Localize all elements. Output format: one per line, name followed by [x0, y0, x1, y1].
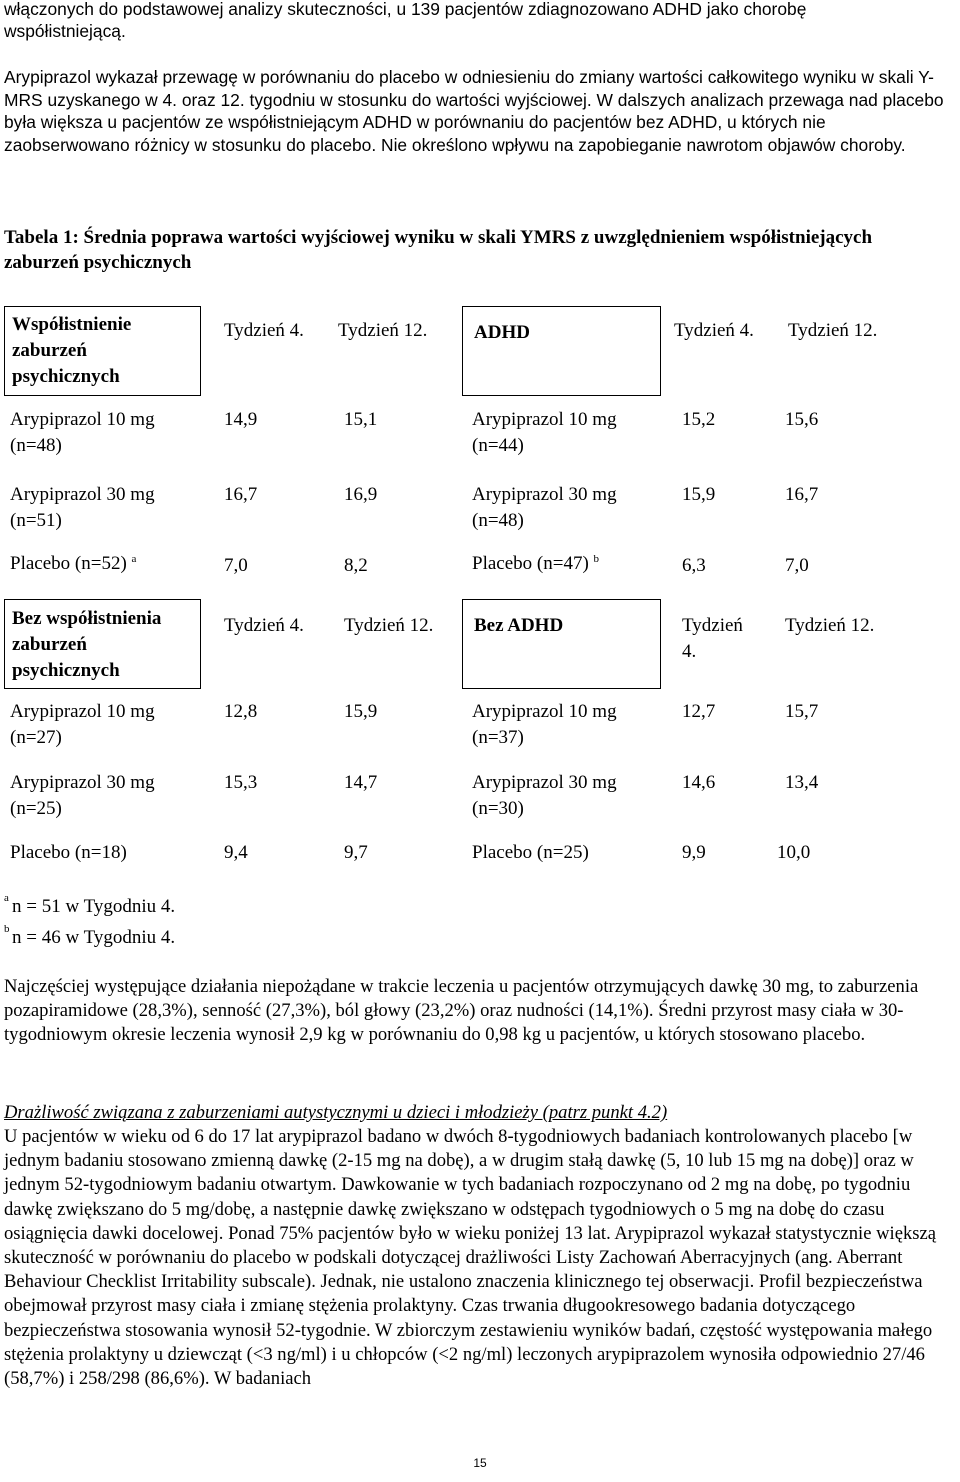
footnote-a	[4, 894, 175, 919]
header-coexist-1: Współistnienie	[12, 314, 132, 335]
row-label-no-adhd: Arypiprazol 30 mg	[472, 772, 617, 793]
value-week12-b: 7,0	[785, 555, 809, 576]
intro-paragraph: Arypiprazol wykazał przewagę w porównaniu do placebo w odniesieniu do zmiany wartości całkowitego wyniku w skali Y-MRS uzyskanego w 4. oraz 12. tygodniu w stosunku do wartości wyjściowej. W dalszych analizach przewaga nad placebo była większa u pacjentów ze współistniejącym ADHD w porównaniu do pacjentów bez ADHD, u których nie zaobserwowano różnicy w stosunku do placebo. Nie określono wpływu na zapobieganie nawrotom objawów choroby.	[4, 67, 944, 155]
placebo-label-adhd: Placebo (n=47) $^b$	[472, 553, 600, 574]
value-week12: 16,9	[344, 484, 378, 505]
intro-line-2: współistniejącą.	[4, 21, 126, 41]
value-week12-b: 15,6	[785, 409, 819, 430]
row-label-no-adhd-n: (n=37)	[472, 727, 524, 748]
value-week4: 15,3	[224, 772, 258, 793]
header-week4-b-1: Tydzień	[682, 615, 743, 636]
header-week12-b: Tydzień 12.	[788, 320, 878, 341]
header-adhd: ADHD	[474, 322, 530, 343]
header-no-coexist-3: psychicznych	[12, 660, 120, 681]
header-no-coexist-2: zaburzeń	[12, 634, 87, 655]
placebo-label: Placebo (n=52) $^a$	[10, 553, 137, 574]
value-week12-b: 16,7	[785, 484, 819, 505]
value-week4-b: 14,6	[682, 772, 716, 793]
intro-line-1: włączonych do podstawowej analizy skuteczności, u 139 pacjentów zdiagnozowano ADHD jako chorobę	[4, 0, 807, 19]
autism-paragraph: U pacjentów w wieku od 6 do 17 lat arypiprazol badano w dwóch 8-tygodniowych badaniach kontrolowanych placebo [w jednym badaniu stosowano zmienną dawkę (2-15 mg na dobę), a w drugim stałą dawkę (5, 10 lub 15 mg na dobę)] oraz w jednym 52-tygodniowym badaniu otwartym. Dawkowanie w tych badaniach rozpoczynano od 2 mg na dobę, po tygodniu dawkę zwiększano do 5 mg/dobę, a następnie dawkę zwiększano w odstępach tygodniowych o 5 mg na dobę do czasu osiągnięcia dawki docelowej. Ponad 75% pacjentów było w wieku poniżej 13 lat. Arypiprazol wykazał statystycznie większą skuteczność w porównaniu do placebo w podskali dotyczącej drażliwości Listy Zachowań Aberracyjnych (ang. Aberrant Behaviour Checklist Irritability subscale). Jednak, nie ustalono znaczenia klinicznego tej obserwacji. Profil bezpieczeństwa obejmował przyrost masy ciała i zmianę stężenia prolaktyny. Czas trwania długookresowego badania dotyczącego bezpieczeństwa stosowania wynosił 52-tygodnie. W zbiorczym zestawieniu wyników badań, częstość występowania małego stężenia prolaktyny u dziewcząt (<3 ng/ml) i u chłopców (<2 ng/ml) leczonych arypiprazolem wynosiła odpowiednio 27/46 (58,7%) i 258/298 (86,6%). W badaniach	[4, 1126, 936, 1390]
adverse-paragraph: Najczęściej występujące działania niepożądane w trakcie leczenia u pacjentów otrzymujących dawkę 30 mg, to zaburzenia pozapiramidowe (28,3%), senność (27,3%), ból głowy (23,2%) oraz nudności (14,1%). Średni przyrost masy ciała w 30-tygodniowym okresie leczenia wynosił 2,9 kg w porównaniu do 0,98 kg u pacjentów, u których stosowano placebo.	[4, 976, 919, 1046]
value-week12: 14,7	[344, 772, 378, 793]
row-label-adhd: Arypiprazol 10 mg	[472, 409, 617, 430]
value-week4-b: 9,9	[682, 842, 706, 863]
header-no-coexist-1: Bez współistnienia	[12, 608, 162, 629]
header-week4-b: Tydzień 4.	[674, 320, 754, 341]
value-week12-b: 15,7	[785, 701, 819, 722]
footnote-marker: a	[4, 892, 9, 904]
row-label-adhd: Arypiprazol 30 mg	[472, 484, 617, 505]
row-label-adhd-n: (n=44)	[472, 435, 524, 456]
page-number: 15	[473, 1456, 487, 1470]
value-week4-b: 15,2	[682, 409, 716, 430]
value-week4: 7,0	[224, 555, 248, 576]
value-week12: 15,9	[344, 701, 378, 722]
row-label-n: (n=48)	[10, 435, 62, 456]
header-week12: Tydzień 12.	[344, 615, 434, 636]
value-week12: 15,1	[344, 409, 378, 430]
footnote-marker: b	[4, 923, 10, 935]
row-label: Arypiprazol 30 mg	[10, 772, 155, 793]
header-week4: Tydzień 4.	[224, 615, 304, 636]
section-heading: Drażliwość związana z zaburzeniami autystycznymi u dzieci i młodzieży (patrz punkt 4.2)	[4, 1102, 668, 1123]
value-week4: 14,9	[224, 409, 258, 430]
footnote-b	[4, 925, 175, 950]
header-coexist-2: zaburzeń	[12, 340, 87, 361]
row-label-n: (n=25)	[10, 798, 62, 819]
footnote-text: n = 51 w Tygodniu 4.	[12, 896, 176, 917]
value-week12: 8,2	[344, 555, 368, 576]
value-week4-b: 15,9	[682, 484, 716, 505]
value-week12-b: 10,0	[777, 842, 811, 863]
footnote-text: n = 46 w Tygodniu 4.	[12, 927, 176, 948]
row-label-no-adhd-n: (n=30)	[472, 798, 524, 819]
header-week12: Tydzień 12.	[338, 320, 428, 341]
row-label: Arypiprazol 30 mg	[10, 484, 155, 505]
value-week4: 9,4	[224, 842, 248, 863]
placebo-label-no-adhd: Placebo (n=25)	[472, 842, 589, 863]
row-label-adhd-n: (n=48)	[472, 510, 524, 531]
placebo-label: Placebo (n=18)	[10, 842, 127, 863]
header-week4-b-2: 4.	[682, 641, 697, 662]
header-no-adhd: Bez ADHD	[474, 615, 564, 636]
row-label-n: (n=27)	[10, 727, 62, 748]
value-week4: 12,8	[224, 701, 258, 722]
value-week12-b: 13,4	[785, 772, 819, 793]
value-week4-b: 6,3	[682, 555, 706, 576]
row-label-n: (n=51)	[10, 510, 62, 531]
table-title: Tabela 1: Średnia poprawa wartości wyjściowej wyniku w skali YMRS z uwzględnieniem współistniejących zaburzeń psychicznych	[4, 227, 873, 273]
header-coexist-3: psychicznych	[12, 366, 120, 387]
header-week12-b: Tydzień 12.	[785, 615, 875, 636]
value-week4-b: 12,7	[682, 701, 716, 722]
value-week4: 16,7	[224, 484, 258, 505]
header-week4: Tydzień 4.	[224, 320, 304, 341]
row-label-no-adhd: Arypiprazol 10 mg	[472, 701, 617, 722]
row-label: Arypiprazol 10 mg	[10, 701, 155, 722]
value-week12: 9,7	[344, 842, 368, 863]
row-label: Arypiprazol 10 mg	[10, 409, 155, 430]
